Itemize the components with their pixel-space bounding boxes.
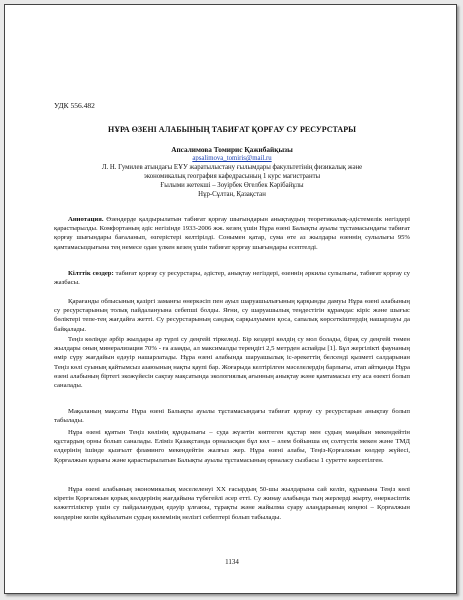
paper-title: НҰРА ӨЗЕНІ АЛАБЫНЫҢ ТАБИҒАТ ҚОРҒАУ СУ РЕСУРСТАРЫ xyxy=(108,125,356,134)
document-page xyxy=(4,4,457,594)
keywords-text: табиғат қорғау су ресурстары, әдістер, анықтау негіздері, өзеннің әркилы сулылығы, табиғат қорғау су жазбасы. xyxy=(54,270,411,287)
body-paragraph-3: Мақаланың мақсаты Нұра өзені Балықты ауылы тұстамасындағы табиғат қорғау су ресурстарын анықтау болып табылады. xyxy=(54,408,410,425)
affiliation-line-1: Л. Н. Гумилев атындағы ЕҰУ жаратылыстану ғылымдары факультетінің физикалық және xyxy=(101,164,363,171)
keywords-label: Кілттік сөздер: xyxy=(68,270,114,277)
abstract-text: Өзендерде қалдырылатын табиғат қорғау шығындарын анықтаудың теоретикалық-әдістемелік негіздері қарастырылды. Комфортаның әдіс негізінде 1933-2006 жж. кезең үшін Нұра өзені Балықты ауылы тұстамасындағы табиғат қорғау шығындары бағаланып, өзгерістері келтірілді. Сонымен қатар, сума өте аз жылдары өзеннің сулылығы 95% қамтамасыздығына тең немесе одан үлкен кезең үшін табиғат қорғау шығындары есептелді. xyxy=(54,216,410,251)
abstract-label: Аннотация. xyxy=(68,216,104,223)
page-number: 1134 xyxy=(225,558,239,566)
body-paragraph-2: Теңіз көліңде әрбір жылдары әр түрлі су деңгейі тіркеледі. Бір кездері көлдің су мол болады, бірақ су деңгейі төмен жылдары оның минерализация 70% - ға азаяды, ал максималды тереңдігі 2,5 метрден аспайды [1]. Бұл жергілікті фаунаның өмір сүру жағдайын едәуір нашарлатады. Нұра өзені алабында шаруашылық іс-әрекеттің белсенді қызметі салдарынан Теңіз көлі суының қайтымсыз азаюының нақты қаупі бар. Жоғарыда келтірілген мәселелердің барлығы, атап айтқанда Нұра өзені алабының біртегі экожүйесін сақтау мақсатында экологиялық ағынның анықтау және қамтамасыз ету аса өзекті болып саналады. xyxy=(54,336,410,390)
body-paragraph-5: Нұра өзені алабының экономикалық мәселеленуі ХХ ғасырдың 50-шы жылдарына сай келіп, құрамына Теңіз көлі кіретін Қорғалжын қорық көлдерінің жағдайына түбегейлі әсер етті. Су жинау алабында тың жерлерді жырту, өнеркәсіптік кәжеттіліктер үшін су пайдаланудың едәуір ұлғаюы, тұрақты және жайылма суару алаңдарының кеңеюі – Қорғалжын көлдеріне келін құйылатын судың көлемінің нелізгі себептері болып табылады. xyxy=(54,486,410,521)
keywords-paragraph xyxy=(54,269,410,287)
author-email-link[interactable]: apsalimova_tomiris@mail.ru xyxy=(192,155,272,162)
abstract-paragraph xyxy=(54,215,410,252)
author-name: Апсалимова Томирис Қажибайқызы xyxy=(171,145,293,154)
affiliation-line-2: экономикалық география кафедрасының 1 курс магистранты xyxy=(143,173,321,180)
affiliation-line-4: Нұр-Сұлтан, Қазақстан xyxy=(198,191,266,198)
body-paragraph-4: Нұра өзені құятын Теңіз көлінің құндылығы – суда жүзетін көптеген құстар мен судың маңайын мекендейтін құстардың орны болып саналады. Еліміз Қазақстанда орналасқан бұл көл – әлем бойынша ең солтүстік мекен және ТМД елдерінің ішінде қызғылт фламинго мекендейтін жалғыз жер. Нұра өзені алабы, Теңіз-Қорғалжын көлдер жүйесі, Қорғалжын қорығы және қарастырылатын Балықты ауылы тұстамасының орналасу сызбасы 1 суретте көрсетілген. xyxy=(54,429,410,464)
affiliation-line-3: Ғылыми жетекші – Зоуірбек Өгелбек Кәрібайұлы xyxy=(160,182,304,189)
body-paragraph-1: Қарағанды облысының қазіргі заманғы өнеркәсіп пен ауыл шаруашылығының қарқынды дамуы Нұра өзені алабының су ресурстарының толық пайдалануына себепші болды. Яғни, су шаруашылық теңдестігін құрамдас кіріс және шығыс бөліктері тепе-тең жағдайға жетті. Су ресурстарының сандық сарқылуымен қоса, сапалық көрсеткіштердің нашарлауы да байқалады. xyxy=(54,298,410,333)
udc-code: УДК 556.482 xyxy=(54,101,95,110)
